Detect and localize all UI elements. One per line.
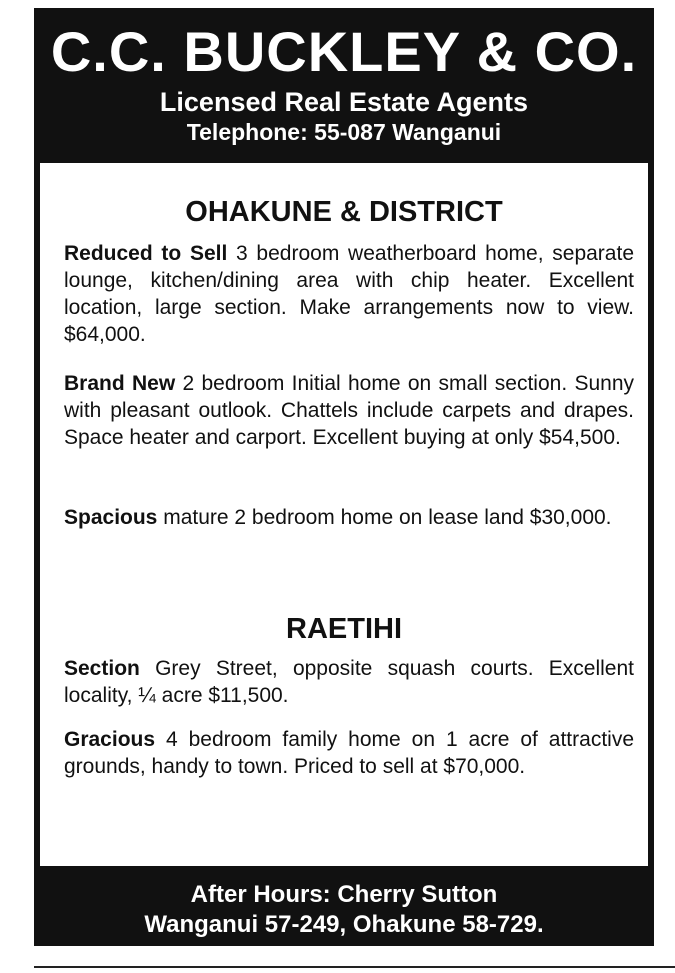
company-name: C.C. BUCKLEY & CO. [50,20,638,83]
page-divider-rule [34,966,675,968]
section-title-ohakune: OHAKUNE & DISTRICT [185,196,503,228]
company-tagline: Licensed Real Estate Agents [159,87,529,117]
listing-reduced-to-sell [64,240,634,348]
listing-text: 4 bedroom family home on 1 acre of attractive grounds, handy to town. Priced to sell at $70,000. [64,728,634,778]
listing-text: 2 bedroom Initial home on small section. Sunny with pleasant outlook. Chattels include carpets and drapes. Space heater and carport. Excellent buying at only $54,500. [64,372,635,449]
listing-gracious [64,726,634,780]
company-telephone: Telephone: 55-087 Wanganui [186,119,502,145]
listing-lead: Reduced to Sell [64,242,228,265]
listing-section [64,655,634,709]
listing-brand-new [64,370,634,451]
real-estate-advertisement [34,8,654,946]
ad-footer [34,866,654,946]
listings-panel [40,163,648,866]
section-title-raetihi: RAETIHI [286,613,402,645]
listing-text: Grey Street, opposite squash courts. Excellent locality, ¼ acre $11,500. [64,657,634,707]
listing-lead: Spacious [64,506,158,529]
listing-text: 3 bedroom weatherboard home, separate lounge, kitchen/dining area with chip heater. Excellent location, large section. Make arrangements now to view. $64,000. [64,242,634,346]
ad-header [34,8,654,160]
listing-lead: Brand New [64,372,176,395]
after-hours-contact: After Hours: Cherry Sutton [190,881,498,908]
listing-spacious [64,504,634,531]
after-hours-numbers: Wanganui 57-249, Ohakune 58-729. [144,911,544,938]
listing-lead: Section [64,657,140,680]
listing-lead: Gracious [64,728,156,751]
listing-text: mature 2 bedroom home on lease land $30,000. [157,506,612,529]
